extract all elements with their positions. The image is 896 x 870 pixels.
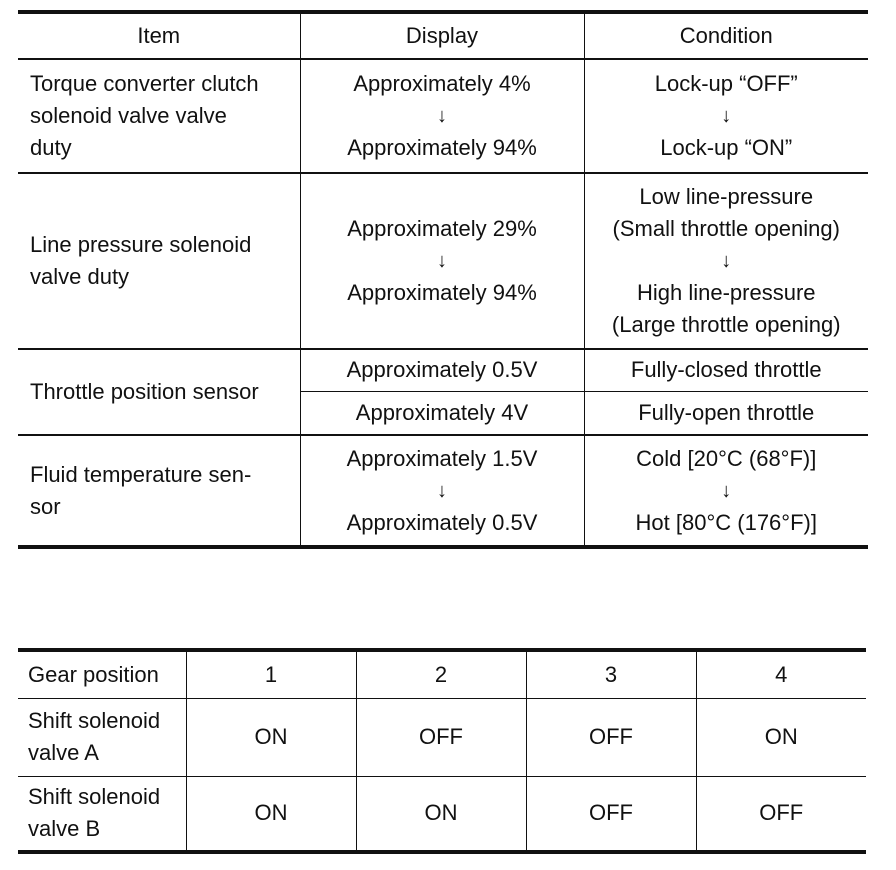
condition-to: High line-pressure (636, 280, 816, 305)
item-text: duty (30, 135, 72, 160)
gear-number: 3 (526, 650, 696, 698)
down-arrow-icon: ↓ (721, 250, 732, 272)
display-cell (300, 173, 584, 349)
row-label-text: valve A (28, 740, 99, 765)
header-condition: Condition (584, 12, 868, 59)
condition-cell: Fully-closed throttle (584, 349, 868, 391)
condition-cell (584, 59, 868, 173)
item-cell: Throttle position sensor (30, 379, 259, 404)
item-text: Torque converter clutch (30, 71, 259, 96)
item-cell (18, 435, 300, 547)
table-row (18, 173, 868, 349)
display-from: Approximately 29% (347, 216, 537, 241)
shift-solenoid-table (18, 648, 866, 854)
down-arrow-icon: ↓ (437, 105, 447, 127)
condition-cell: Fully-open throttle (584, 391, 868, 435)
state-cell: ON (356, 776, 526, 852)
condition-from: Lock-up “OFF” (654, 71, 798, 96)
display-cell (300, 435, 584, 547)
display-cell (300, 59, 584, 173)
header-display: Display (300, 12, 584, 59)
down-arrow-icon: ↓ (721, 105, 732, 127)
item-cell (18, 59, 300, 173)
item-text: Fluid temperature sen- (30, 461, 252, 487)
gear-header-row (18, 650, 866, 698)
state-cell: ON (186, 698, 356, 776)
item-text: solenoid valve valve (30, 103, 227, 128)
state-cell: OFF (356, 698, 526, 776)
display-cell: Approximately 0.5V (300, 349, 584, 391)
gear-position-label: Gear position (28, 661, 159, 687)
down-arrow-icon: ↓ (437, 479, 447, 502)
condition-to-note: (Large throttle opening) (611, 312, 841, 337)
condition-to: Hot [80°C (176°F)] (635, 509, 817, 535)
state-cell: OFF (526, 698, 696, 776)
row-label-text: valve B (28, 816, 101, 842)
table-row (18, 59, 868, 173)
row-label-text: Shift solenoid (28, 708, 161, 733)
row-label (18, 776, 186, 852)
spec-header-row (18, 12, 868, 59)
condition-from: Cold [20°C (68°F)] (636, 445, 817, 471)
item-text: valve duty (30, 264, 130, 289)
state-cell: OFF (696, 776, 866, 852)
state-cell: ON (186, 776, 356, 852)
display-to: Approximately 94% (347, 135, 537, 160)
display-from: Approximately 4% (353, 71, 531, 96)
solenoid-spec-table (18, 10, 868, 549)
header-item: Item (137, 23, 181, 48)
table-row (18, 349, 868, 391)
display-to: Approximately 0.5V (346, 509, 538, 535)
condition-cell (584, 173, 868, 349)
item-text: sor (30, 493, 61, 519)
condition-cell (584, 435, 868, 547)
row-label-text: Shift solenoid (28, 784, 161, 810)
gear-number: 4 (696, 650, 866, 698)
gear-number: 1 (186, 650, 356, 698)
display-to: Approximately 94% (347, 280, 537, 305)
down-arrow-icon: ↓ (437, 250, 447, 272)
table-row (18, 435, 868, 547)
gear-number: 2 (356, 650, 526, 698)
condition-from: Low line-pressure (639, 184, 814, 209)
row-label (18, 698, 186, 776)
down-arrow-icon: ↓ (721, 479, 732, 502)
display-cell: Approximately 4V (300, 391, 584, 435)
condition-from-note: (Small throttle opening) (612, 216, 840, 241)
table-row (18, 698, 866, 776)
table-row (18, 776, 866, 852)
state-cell: OFF (526, 776, 696, 852)
condition-to: Lock-up “ON” (660, 135, 793, 160)
item-cell (18, 173, 300, 349)
item-text: Line pressure solenoid (30, 232, 252, 257)
display-from: Approximately 1.5V (346, 445, 538, 471)
state-cell: ON (696, 698, 866, 776)
